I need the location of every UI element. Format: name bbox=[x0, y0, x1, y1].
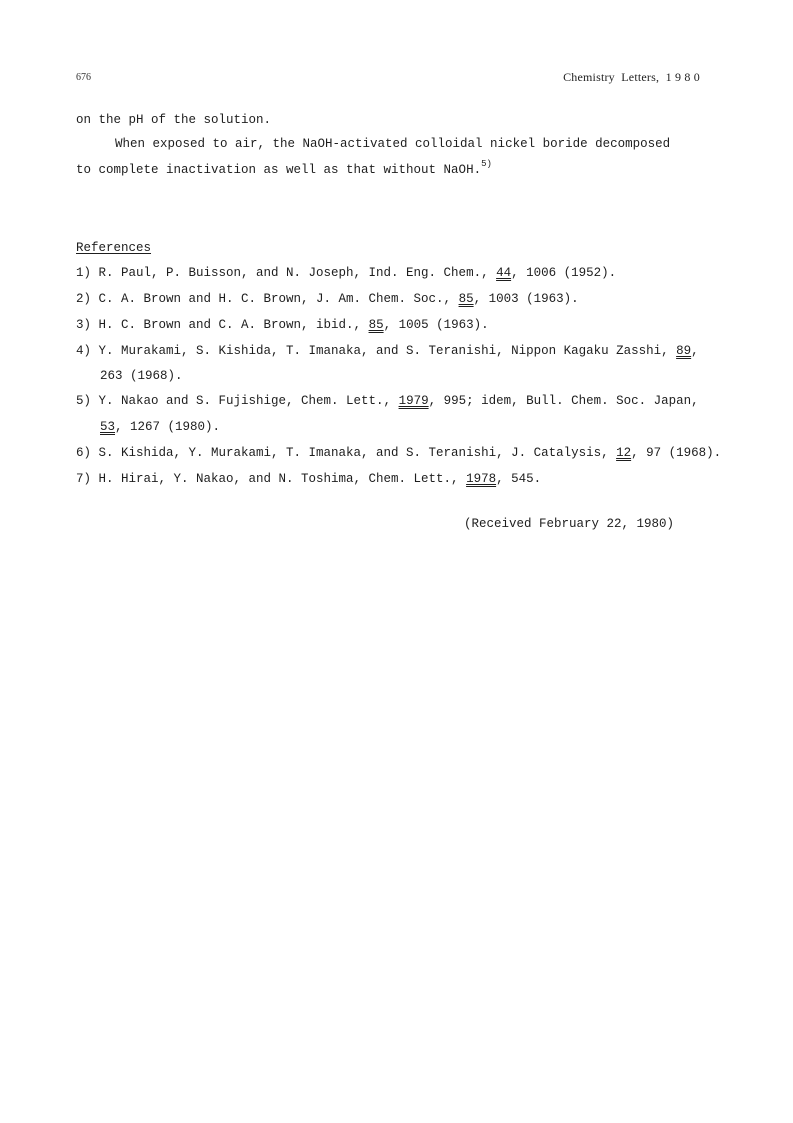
ref-volume: 53 bbox=[100, 420, 116, 434]
ref-volume: 85 bbox=[368, 318, 384, 332]
references-heading-text: References bbox=[76, 241, 152, 255]
reference-continuation bbox=[100, 420, 220, 434]
ref-text: , 545. bbox=[496, 472, 542, 486]
reference-item bbox=[76, 266, 616, 280]
ref-text: , 1003 (1963). bbox=[473, 292, 579, 306]
ref-volume: 44 bbox=[496, 266, 512, 280]
ref-volume: 89 bbox=[676, 344, 692, 358]
ref-text: 3) H. C. Brown and C. A. Brown, ibid., bbox=[76, 318, 369, 332]
page-header bbox=[76, 70, 700, 86]
received-date: (Received February 22, 1980) bbox=[464, 517, 675, 531]
references-heading bbox=[76, 241, 151, 255]
ref-text: 6) S. Kishida, Y. Murakami, T. Imanaka, and S. Teranishi, J. Catalysis, bbox=[76, 446, 617, 460]
ref-text: , 1005 (1963). bbox=[383, 318, 489, 332]
reference-item bbox=[76, 472, 541, 486]
body-line-1: on the pH of the solution. bbox=[76, 113, 272, 127]
ref-text: , bbox=[691, 344, 699, 358]
ref-text: , 995; idem, Bull. Chem. Soc. Japan, bbox=[428, 394, 699, 408]
ref-text: , 1267 (1980). bbox=[115, 420, 221, 434]
ref-volume: 12 bbox=[616, 446, 632, 460]
body-line-2: When exposed to air, the NaOH-activated colloidal nickel boride decomposed bbox=[115, 137, 671, 151]
reference-continuation: 263 (1968). bbox=[100, 369, 183, 383]
ref-text: , 1006 (1952). bbox=[511, 266, 617, 280]
page-number: 676 bbox=[76, 72, 91, 83]
reference-item bbox=[76, 446, 721, 460]
reference-item bbox=[76, 344, 699, 358]
reference-item bbox=[76, 394, 699, 408]
ref-text: , 97 (1968). bbox=[631, 446, 722, 460]
body-line-3-text: to complete inactivation as well as that without NaOH. bbox=[76, 163, 482, 177]
ref-volume: 85 bbox=[458, 292, 474, 306]
ref-volume: 1978 bbox=[466, 472, 497, 486]
ref-volume: 1979 bbox=[398, 394, 429, 408]
footnote-marker: 5) bbox=[481, 158, 492, 169]
reference-item bbox=[76, 292, 579, 306]
journal-title: Chemistry Letters, 1 9 8 0 bbox=[563, 70, 700, 84]
body-line-3 bbox=[76, 158, 492, 177]
ref-text: 7) H. Hirai, Y. Nakao, and N. Toshima, Chem. Lett., bbox=[76, 472, 467, 486]
ref-text: 1) R. Paul, P. Buisson, and N. Joseph, Ind. Eng. Chem., bbox=[76, 266, 497, 280]
ref-text: 5) Y. Nakao and S. Fujishige, Chem. Lett., bbox=[76, 394, 399, 408]
reference-item bbox=[76, 318, 489, 332]
ref-text: 4) Y. Murakami, S. Kishida, T. Imanaka, and S. Teranishi, Nippon Kagaku Zasshi, bbox=[76, 344, 677, 358]
ref-text: 2) C. A. Brown and H. C. Brown, J. Am. Chem. Soc., bbox=[76, 292, 459, 306]
